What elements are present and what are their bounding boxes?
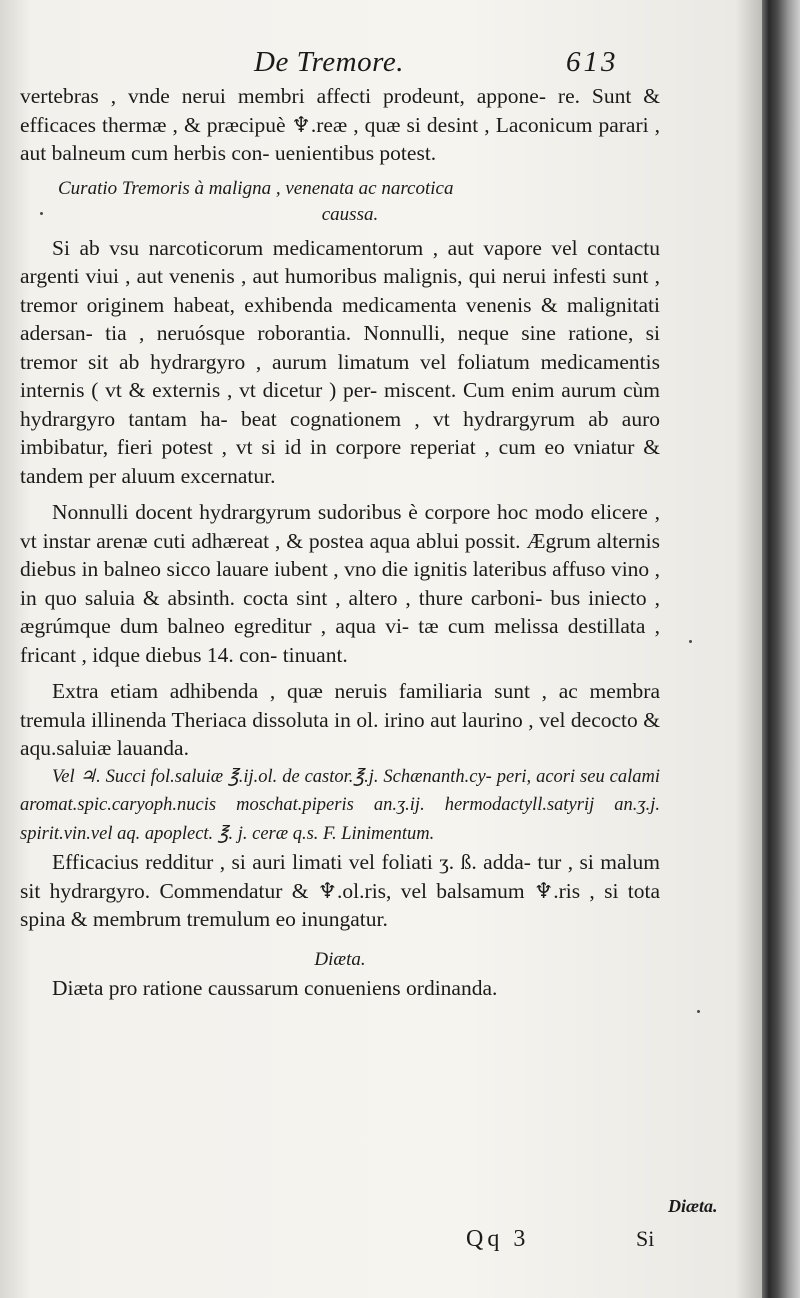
book-spine-edge	[762, 0, 800, 1298]
diet-heading: Diæta.	[314, 948, 366, 970]
ink-speck	[697, 1010, 700, 1013]
paragraph-2: Si ab vsu narcoticorum medicamentorum , aut vapore vel contactu argenti viui , aut venenis , aut humoribus malignis, qui nerui infesti sunt , tremor originem habeat, exhibenda medicamenta venenis & malignitati adersan- tia , neruósque roborantia. Nonnulli, neque sine ratione, si tremor sit ab hydrargyro , aurum limatum vel foliatum medicamentis internis ( vt & externis , vt dicetur ) per- miscent. Cum enim aurum cùm hydrargyro tantam ha- beat cognationem , vt hydrargyrum ab auro imbibatur, fieri potest , vt si id in corpore reperiat , cum eo vniatur & tandem per aluum excernatur.	[20, 235, 660, 488]
recipe-paragraph: Vel ♃. Succi fol.saluiæ ℥.ij.ol. de castor.℥.j. Schænanth.cy- peri, acori seu calami aromat.spic.caryoph.nucis moschat.piperis an.ʒ.ij. hermodactyll.satyrij an.ʒ.j. spirit.vin.vel aq. apoplect. ℥. j. ceræ q.s. F. Linimentum.	[20, 766, 660, 844]
page-footer	[0, 1226, 766, 1262]
catchword: Si	[636, 1226, 655, 1251]
section-title-line-1: Curatio Tremoris à maligna , venenata ac narcotica	[58, 177, 454, 199]
paragraph-3: Nonnulli docent hydrargyrum sudoribus è corpore hoc modo elicere , vt instar arenæ cuti adhæreat , & postea aqua ablui possit. Ægrum alternis diebus in balneo sicco lauare iubent , vno die ignitis lateribus affuso vino , in quo saluia & absinth. cocta sint , altero , thure carboni- bus iniecto , ægrúmque dum balneo egreditur , aqua vi- tæ cum melissa destillata , fricant , idque diebus 14. con- tinuant.	[20, 500, 660, 667]
paragraph-5: Efficacius redditur , si auri limati vel foliati ʒ. ß. adda- tur , si malum sit hydrargyro. Commendatur & ♆.ol.ris, vel balsamum ♆.ris , si tota spina & membrum tremulum eo inungatur.	[20, 850, 660, 931]
signature-mark: Qq 3	[466, 1226, 530, 1252]
diet-paragraph: Diæta pro ratione caussarum conueniens ordinanda.	[52, 976, 498, 1000]
page-header	[0, 46, 766, 86]
page-text	[20, 82, 660, 1003]
margin-note: Diæta.	[668, 1196, 718, 1216]
section-title	[20, 176, 660, 228]
section-title-line-2: caussa.	[321, 203, 379, 225]
ink-speck	[689, 640, 692, 643]
ink-speck	[40, 212, 43, 215]
paragraph-4: Extra etiam adhibenda , quæ neruis familiaria sunt , ac membra tremula illinenda Theriaca dissoluta in ol. irino aut laurino , vel decocto & aqu.saluiæ lauanda.	[20, 679, 660, 760]
running-title: De Tremore.	[254, 46, 404, 78]
page-number: 613	[566, 46, 619, 78]
paragraph-1: vertebras , vnde nerui membri affecti prodeunt, appone- re. Sunt & efficaces thermæ , & præcipuè ♆.reæ , quæ si desint , Laconicum parari , aut balneum cum herbis con- uenientibus potest.	[20, 84, 660, 165]
